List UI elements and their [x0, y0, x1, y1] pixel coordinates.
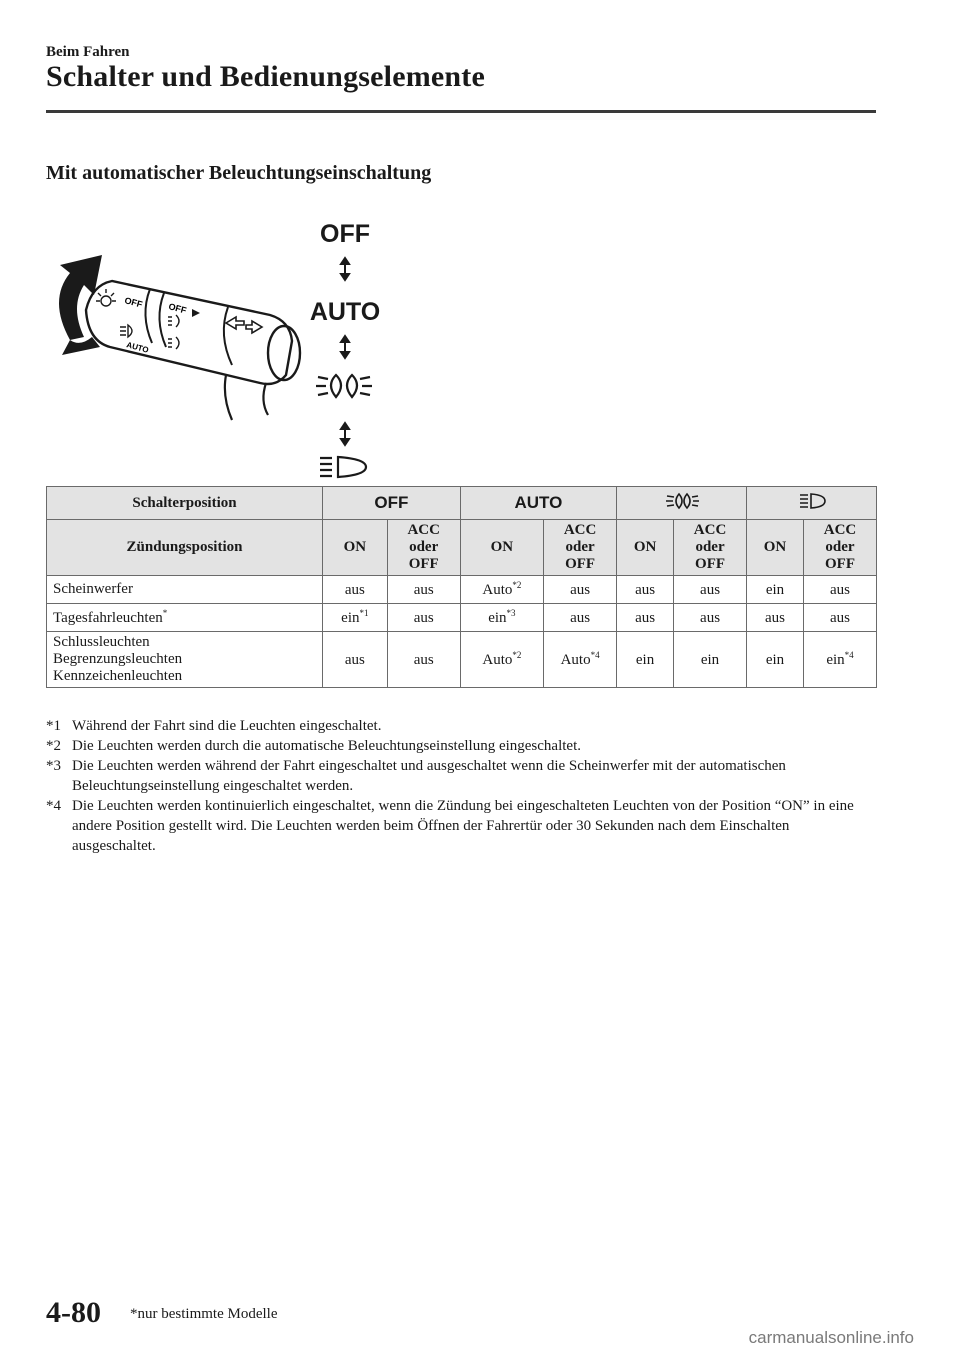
footnote-2: *2 Die Leuchten werden durch die automatische Beleuchtungseinstellung eingeschaltet.	[46, 738, 581, 754]
parking-light-icon	[797, 492, 827, 510]
ignition-on-3: ON	[617, 520, 674, 576]
table-cell: aus	[387, 604, 460, 632]
table-cell: ein	[617, 632, 674, 688]
table-cell: Auto$^{*4}$	[544, 632, 617, 688]
table-cell: aus	[387, 632, 460, 688]
position-headlight-header	[617, 487, 747, 520]
ignition-acc-2: ACC oder OFF	[544, 520, 617, 576]
table-cell: Auto$^{*2}$	[460, 576, 543, 604]
fog-light-icon	[168, 315, 179, 349]
footnotes	[46, 716, 876, 856]
table-cell: aus	[747, 604, 804, 632]
row-label-tail-lights: Schlussleuchten Begrenzungsleuchten Kennzeichenleuchten	[47, 632, 323, 688]
position-off-header: OFF	[323, 487, 461, 520]
switch-label-off-1: OFF	[123, 295, 144, 310]
parking-light-icon	[120, 325, 132, 337]
footnote-1: *1 Während der Fahrt sind die Leuchten eingeschaltet.	[46, 718, 382, 734]
table-cell: ein	[747, 576, 804, 604]
footnote-3: *3 Die Leuchten werden während der Fahrt eingeschaltet und ausgeschaltet wenn die Scheinwerfer mit der automatischen Beleuchtungseinstellung eingeschaltet werden.	[46, 758, 786, 794]
headlight-low-icon	[96, 289, 116, 306]
footnote-4: *4 Die Leuchten werden kontinuierlich eingeschaltet, wenn die Zündung bei eingeschalteten Leuchten von der Position “ON” in eine andere Position gestellt wird. Die Leuchten werden beim Öffnen der Fahrertür oder 30 Sekunden nach dem Einschalten ausgeschaltet.	[46, 798, 854, 854]
table-cell: aus	[804, 604, 877, 632]
table-cell: aus	[544, 604, 617, 632]
ignition-row	[47, 520, 877, 576]
table-row	[47, 604, 877, 632]
table-cell: aus	[674, 576, 747, 604]
stalk-body	[86, 281, 300, 420]
table-cell: aus	[617, 604, 674, 632]
table-cell: aus	[674, 604, 747, 632]
position-label-off: OFF	[320, 220, 370, 248]
table-cell: Auto$^{*2}$	[460, 632, 543, 688]
table-cell: aus	[387, 576, 460, 604]
table-cell: ein	[747, 632, 804, 688]
ignition-header: Zündungsposition	[47, 520, 323, 576]
parking-position-icon	[320, 457, 366, 477]
headlight-icon	[664, 492, 700, 510]
position-label-auto: AUTO	[309, 298, 381, 326]
table-header-row	[47, 487, 877, 520]
ignition-on-1: ON	[323, 520, 388, 576]
section-label: Beim Fahren	[46, 44, 130, 60]
table-cell: ein$^{*4}$	[804, 632, 877, 688]
turn-signal-icon	[226, 317, 262, 333]
switch-position-table	[46, 486, 877, 688]
table-row	[47, 632, 877, 688]
table-cell: aus	[544, 576, 617, 604]
table-cell: aus	[617, 576, 674, 604]
position-parking-header	[747, 487, 877, 520]
light-switch-illustration	[40, 215, 400, 485]
ignition-acc-1: ACC oder OFF	[387, 520, 460, 576]
headlight-position-icon	[316, 375, 372, 397]
watermark: carmanualsonline.info	[748, 1328, 914, 1347]
ignition-acc-4: ACC oder OFF	[804, 520, 877, 576]
switch-position-header: Schalterposition	[47, 487, 323, 520]
page-title: Schalter und Bedienungselemente	[46, 60, 486, 93]
double-arrow-icon	[192, 309, 200, 317]
row-label-daytime-lights: Tagesfahrleuchten*	[47, 604, 323, 632]
table-cell: aus	[323, 576, 388, 604]
row-label-headlights: Scheinwerfer	[47, 576, 323, 604]
rotation-arrow-icon	[59, 255, 102, 355]
table-cell: aus	[323, 632, 388, 688]
switch-label-auto: AUTO	[125, 340, 150, 355]
page-number: 4-80	[46, 1296, 101, 1329]
table-cell: ein$^{*1}$	[323, 604, 388, 632]
ignition-acc-3: ACC oder OFF	[674, 520, 747, 576]
ignition-on-4: ON	[747, 520, 804, 576]
table-cell: ein$^{*3}$	[460, 604, 543, 632]
position-arrows	[341, 258, 349, 445]
table-row	[47, 576, 877, 604]
sub-heading: Mit automatischer Beleuchtungseinschaltung	[46, 162, 432, 184]
table-cell: ein	[674, 632, 747, 688]
ignition-on-2: ON	[460, 520, 543, 576]
title-rule	[46, 110, 876, 113]
switch-label-off-2: OFF	[167, 301, 188, 316]
models-note: *nur bestimmte Modelle	[130, 1306, 278, 1322]
position-auto-header: AUTO	[460, 487, 616, 520]
table-cell: aus	[804, 576, 877, 604]
